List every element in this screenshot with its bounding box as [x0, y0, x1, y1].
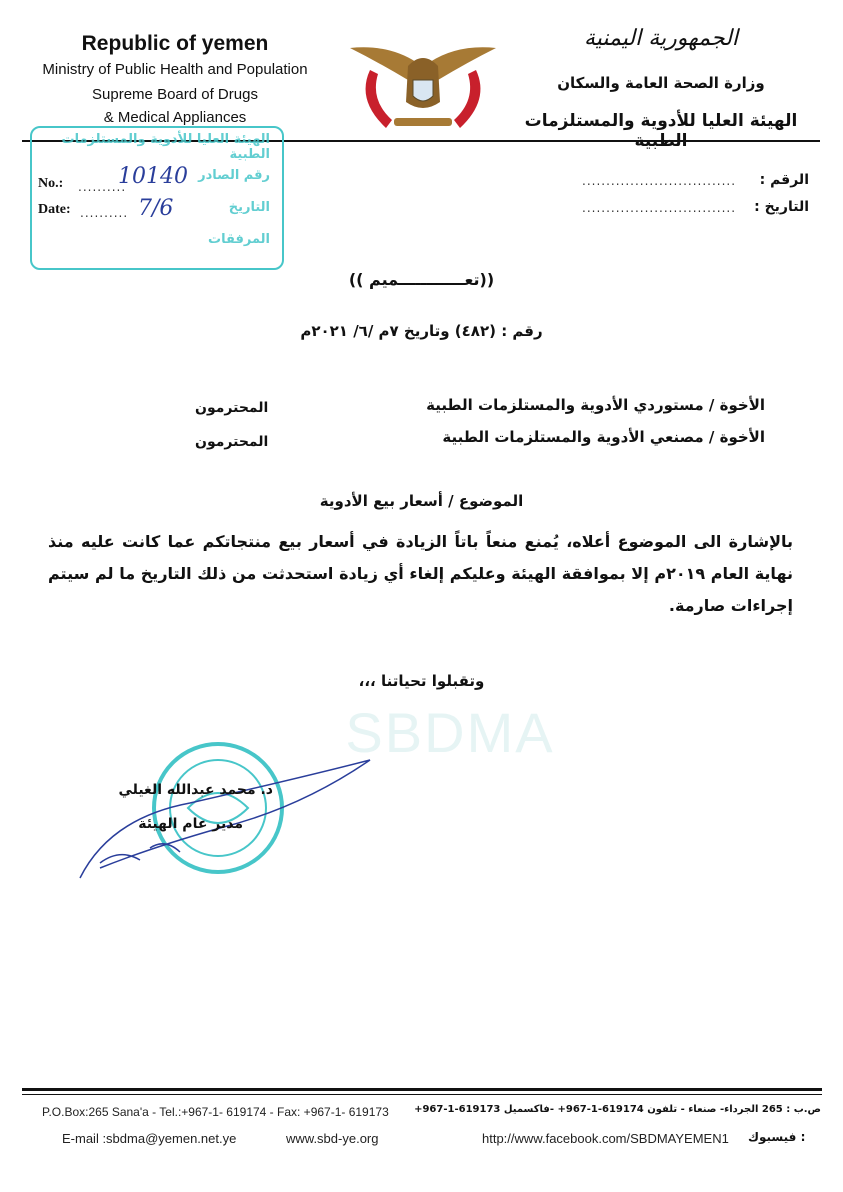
- footer-ar-address: ص.ب : 265 الجرداء- صنعاء - تلفون 619174-1-967+ -فاكسميل 619173-1-967+: [414, 1104, 821, 1115]
- watermark: SBDMA: [345, 701, 555, 764]
- signatory-name: د. محمد عبدالله الغيلي: [118, 782, 273, 798]
- recipient-importers-salutation: المحترمون: [195, 400, 269, 416]
- stamp-line-date: التاريخ: [228, 200, 270, 215]
- ar-ministry: وزارة الصحة العامة والسكان: [557, 74, 765, 92]
- en-date-label: Date:: [38, 202, 71, 217]
- ar-date-dots: ................................: [582, 201, 737, 215]
- ar-date-label: التاريخ :: [754, 199, 809, 215]
- ar-board: الهيئة العليا للأدوية والمستلزمات الطبية: [524, 111, 798, 151]
- emblem-flag-left: [366, 70, 392, 128]
- footer-en-address: P.O.Box:265 Sana'a - Tel.:+967-1- 619174 - Fax: +967-1- 619173: [42, 1105, 389, 1119]
- en-number-label: No.:: [38, 176, 64, 191]
- ar-number-dots: ................................: [582, 174, 737, 188]
- en-number-dots: ..........: [78, 180, 127, 194]
- circular-reference: رقم : (٤٨٢) وتاريخ ٧م /٦/ ٢٠٢١م: [300, 322, 543, 340]
- footer-divider-thick: [22, 1088, 822, 1091]
- en-date-value: 7/6: [138, 196, 174, 221]
- en-board-line1: Supreme Board of Drugs: [92, 86, 258, 103]
- emblem-shield: [413, 80, 433, 101]
- footer-facebook-label: : فيسبوك: [748, 1130, 806, 1144]
- ar-country: الجمهورية اليمنية: [583, 26, 739, 51]
- circular-title: ((تعــــــــــــميم )): [348, 270, 495, 289]
- en-country: Republic of yemen: [81, 32, 269, 55]
- yemen-emblem-icon: [348, 40, 498, 140]
- footer-facebook-url[interactable]: http://www.facebook.com/SBDMAYEMEN1: [482, 1131, 729, 1146]
- emblem-wing-left: [350, 47, 416, 80]
- recipient-importers: الأخوة / مستوردي الأدوية والمستلزمات الطبية: [426, 396, 765, 414]
- letter-subject: الموضوع / أسعار بيع الأدوية: [319, 492, 524, 510]
- stamp-line-board: الهيئة العليا للأدوية والمستلزمات الطبية: [61, 132, 270, 162]
- stamp-line-attachments: المرفقات: [208, 232, 270, 247]
- en-board-line2: & Medical Appliances: [103, 109, 247, 126]
- footer-website[interactable]: www.sbd-ye.org: [286, 1131, 379, 1146]
- en-ministry: Ministry of Public Health and Population: [42, 61, 308, 78]
- signatory-title: مدير عام الهيئة: [138, 816, 243, 832]
- emblem-flag-right: [454, 70, 480, 128]
- recipient-manufacturers-salutation: المحترمون: [195, 434, 269, 450]
- footer-email[interactable]: E-mail :sbdma@yemen.net.ye: [62, 1131, 237, 1146]
- footer-divider-thin: [22, 1094, 822, 1095]
- letter-body: بالإشارة الى الموضوع أعلاه، يُمنع منعاً باتاً الزيادة في أسعار بيع منتجاتكم عما كانت عليه منذ نهاية العام ٢٠١٩م إلا بموافقة الهيئة وعليكم إلغاء أي زيادة استحدثت من ذلك التاريخ ما لم سيتم إجراءات صارمة.: [48, 532, 794, 615]
- emblem-wing-right: [430, 47, 496, 80]
- en-date-dots: ..........: [80, 206, 129, 220]
- ar-number-label: الرقم :: [759, 172, 809, 188]
- en-number-value: 10140: [118, 164, 188, 189]
- stamp-line-number: رقم الصادر: [198, 168, 270, 183]
- letter-closing: وتقبلوا تحياتنا ،،،: [358, 672, 485, 690]
- recipient-manufacturers: الأخوة / مصنعي الأدوية والمستلزمات الطبية: [442, 428, 765, 446]
- emblem-scroll: [394, 118, 452, 126]
